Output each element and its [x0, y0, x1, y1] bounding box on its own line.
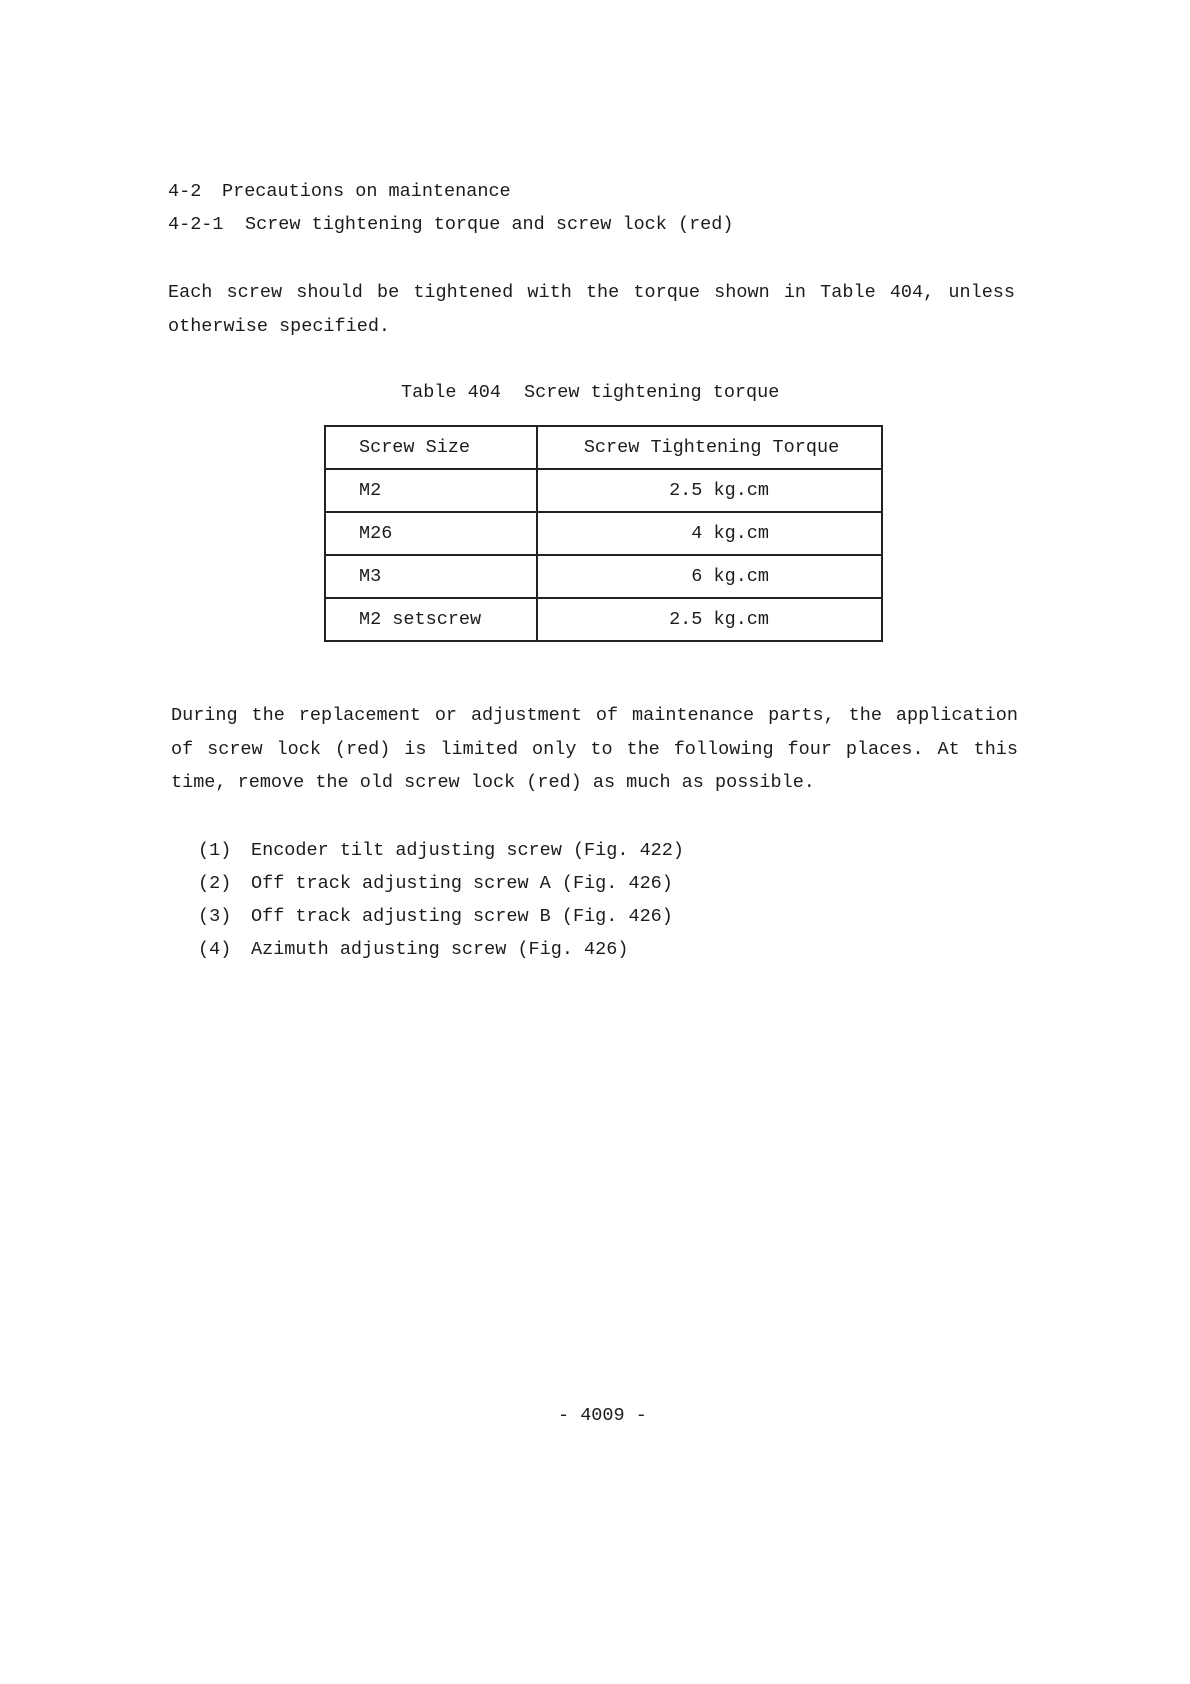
table-row	[325, 469, 882, 512]
column-header-torque: Screw Tightening Torque	[537, 426, 882, 469]
list-item-text: Azimuth adjusting screw (Fig. 426)	[251, 939, 629, 960]
torque-cell: 2.5 kg.cm	[537, 469, 882, 512]
screw-size-cell: M3	[325, 555, 537, 598]
screw-size-cell: M26	[325, 512, 537, 555]
screw-lock-paragraph	[171, 699, 1018, 800]
subsection-number: 4-2-1	[168, 214, 224, 235]
screw-size-cell: M2	[325, 469, 537, 512]
list-item-text: Encoder tilt adjusting screw (Fig. 422)	[251, 840, 684, 861]
table-row	[325, 598, 882, 641]
section-heading	[168, 175, 1068, 208]
subsection-heading	[168, 208, 1068, 241]
list-item-number: (2)	[198, 873, 232, 894]
table-caption-line	[401, 376, 821, 409]
column-header-screw-size: Screw Size	[325, 426, 537, 469]
torque-cell: 2.5 kg.cm	[537, 598, 882, 641]
paragraph-line: of screw lock (red) is limited only to the following four places. At this	[171, 738, 1018, 760]
section-headings	[168, 175, 1068, 241]
section-title: Precautions on maintenance	[222, 181, 511, 202]
paragraph-line: Each screw should be tightened with the torque shown in Table 404, unless	[168, 282, 1015, 303]
subsection-title: Screw tightening torque and screw lock (red)	[245, 214, 734, 235]
table-caption	[401, 376, 821, 409]
torque-cell: 4 kg.cm	[537, 512, 882, 555]
screw-torque-table	[324, 425, 883, 642]
paragraph-line: otherwise specified.	[168, 315, 391, 337]
list-item	[198, 933, 898, 966]
list-item-text: Off track adjusting screw A (Fig. 426)	[251, 873, 673, 894]
paragraph-line: During the replacement or adjustment of maintenance parts, the application	[171, 705, 1018, 726]
table-caption-title: Screw tightening torque	[524, 382, 780, 403]
intro-paragraph	[168, 276, 1015, 343]
list-item	[198, 867, 898, 900]
list-item-number: (1)	[198, 840, 232, 861]
table-header-row	[325, 426, 882, 469]
page-number: - 4009 -	[558, 1405, 647, 1426]
list-item-number: (4)	[198, 939, 232, 960]
torque-cell: 6 kg.cm	[537, 555, 882, 598]
table-row	[325, 512, 882, 555]
table-caption-number: Table 404	[401, 382, 501, 403]
list-item-text: Off track adjusting screw B (Fig. 426)	[251, 906, 673, 927]
list-item	[198, 900, 898, 933]
list-item	[198, 834, 898, 867]
paragraph-line: time, remove the old screw lock (red) as much as possible.	[171, 772, 815, 793]
table-row	[325, 555, 882, 598]
section-number: 4-2	[168, 181, 202, 202]
list-item-number: (3)	[198, 906, 232, 927]
screw-lock-places-list	[198, 834, 898, 966]
screw-size-cell: M2 setscrew	[325, 598, 537, 641]
